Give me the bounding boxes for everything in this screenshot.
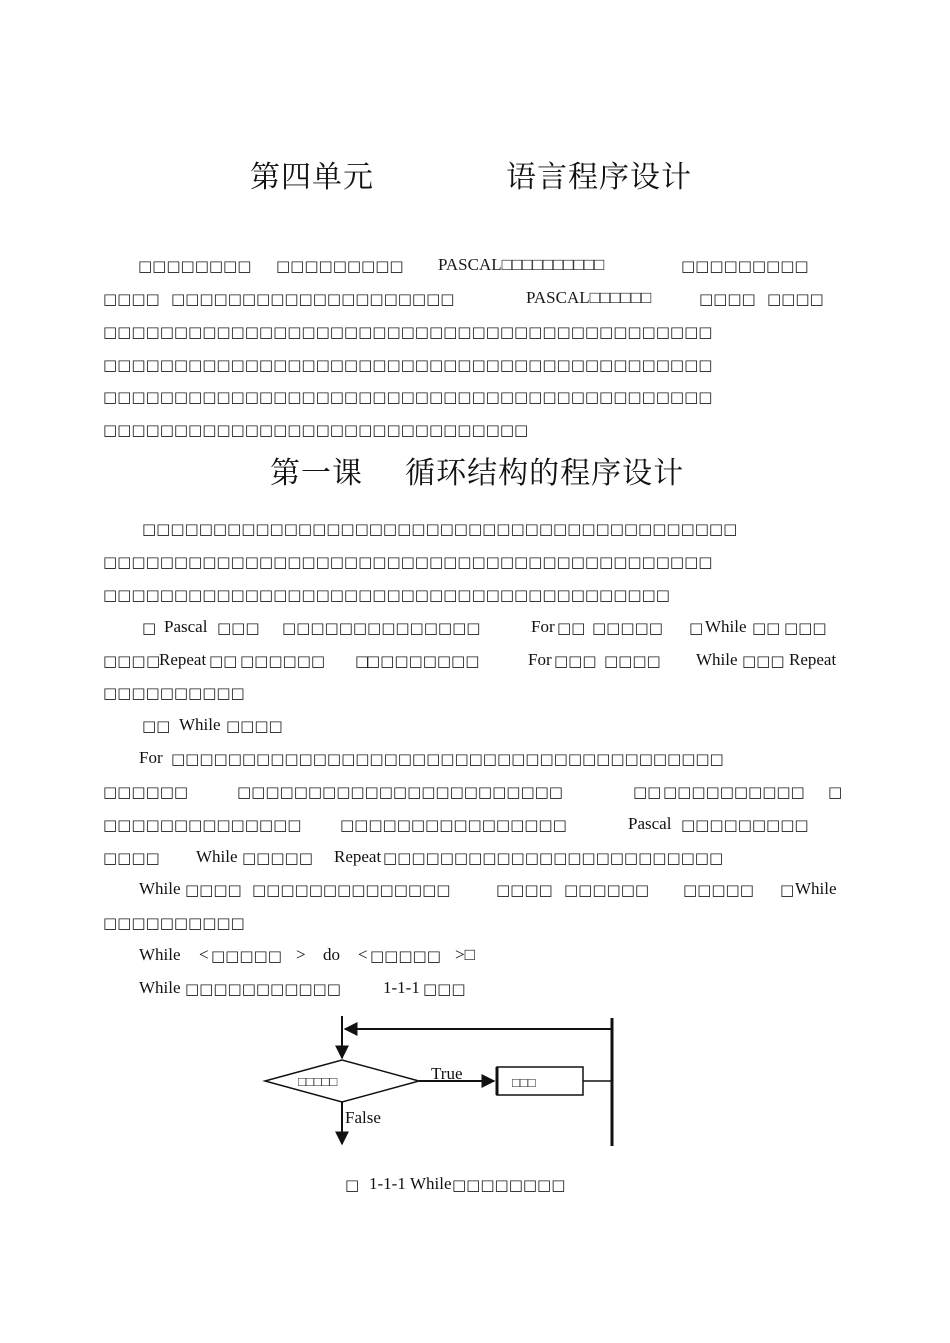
loops-l1c: □□□	[217, 619, 260, 637]
for-l4a: □□□□	[103, 849, 160, 867]
unit-title-left: 第四单元	[250, 160, 374, 195]
for-l2b: □□□□□□□□□□□□□□□□□□□□□□□	[237, 783, 563, 801]
lesson-line2: □□□□□□□□□□□□□□□□□□□□□□□□□□□□□□□□□□□□□□□□□□□	[103, 553, 713, 571]
while-l1e: □□□□□□	[564, 881, 650, 899]
for-l2e: □	[828, 783, 843, 801]
caption-a: □	[345, 1176, 360, 1194]
loops-l2e: □□□□□□	[240, 652, 326, 670]
loops-l2a: □□□	[103, 652, 146, 670]
intro-line3: □□□□□□□□□□□□□□□□□□□□□□□□□□□□□□□□□□□□□□□□□□□	[103, 323, 713, 341]
syntax-lt1: <	[199, 945, 209, 964]
loops-l1j: □□	[752, 619, 781, 637]
lesson-title: 第一课 循环结构的程序设计	[270, 456, 685, 491]
statement-label: □□□	[512, 1075, 536, 1090]
condition-label: □□□□□	[298, 1074, 338, 1089]
for-l4b: While	[196, 847, 238, 866]
intro-line2-c: PASCAL□□□□□□	[526, 288, 652, 307]
loops-l1b: Pascal	[164, 617, 208, 636]
loops-l2f: □	[355, 652, 370, 670]
for-l3c: Pascal	[628, 814, 672, 833]
unit-title-right: 语言程序设计	[506, 160, 692, 195]
syntax-do: do	[323, 945, 340, 964]
flow-note-b: □□□□□□□□□□□	[185, 980, 341, 998]
intro-line2-b: □□□□□□□□□□□□□□□□□□□□	[171, 290, 455, 308]
for-l1b: □□□□□□□□□□□□□□□□□□□□□□□□□□□□□□□□□□□□□□□	[171, 750, 724, 768]
caption-c: While	[410, 1174, 452, 1193]
syntax-statement: □□□□□	[370, 947, 441, 965]
section-keyword: While	[179, 715, 221, 734]
loops-l2k: While	[696, 650, 738, 669]
for-l2c: □□	[633, 783, 662, 801]
caption-d: □□□□□□□□	[452, 1176, 566, 1194]
for-l4d: Repeat	[334, 847, 382, 866]
loops-l2j: □□□□	[604, 652, 661, 670]
loops-l1h: □	[689, 619, 704, 637]
statement-box	[497, 1067, 583, 1095]
loops-l2b: □	[146, 652, 161, 670]
intro-line4: □□□□□□□□□□□□□□□□□□□□□□□□□□□□□□□□□□□□□□□□□□□	[103, 356, 713, 374]
intro-line1-c: PASCAL□□□□□□□□□□	[438, 255, 605, 274]
flow-note-a: While	[139, 978, 181, 997]
loops-l2g: □□□□□□□□	[366, 652, 480, 670]
intro-line6: □□□□□□□□□□□□□□□□□□□□□□□□□□□□□□	[103, 421, 529, 439]
section-rest: □□□□	[226, 717, 283, 735]
loops-l1k: □□□	[784, 619, 827, 637]
loops-l1a: □	[142, 619, 157, 637]
intro-line1-a: □□□□□□□□	[138, 257, 252, 275]
intro-line2-a: □□□□	[103, 290, 160, 308]
for-l4e: □□□□□□□□□□□□□□□□□□□□□□□□	[383, 849, 724, 867]
for-l3b: □□□□□□□□□□□□□□□□	[340, 816, 567, 834]
loops-l2c: Repeat	[159, 650, 207, 669]
loops-l2i: □□□	[554, 652, 597, 670]
intro-line2-d: □□□□	[699, 290, 756, 308]
syntax-gt1: >	[296, 945, 306, 964]
section-number: □□	[142, 717, 171, 735]
for-l2a: □□□□□□	[103, 783, 189, 801]
loops-l2h: For	[528, 650, 552, 669]
flow-note-c: 1-1-1	[383, 978, 420, 997]
loops-l1g: □□□□□	[592, 619, 663, 637]
syntax-lt2: <	[358, 945, 368, 964]
for-l2d: □□□□□□□□□□	[663, 783, 805, 801]
while-l1d: □□□□	[496, 881, 553, 899]
loops-l1e: For	[531, 617, 555, 636]
syntax-gt2: >□	[455, 945, 475, 964]
for-l1a: For	[139, 748, 163, 767]
loops-l3a: □□□□□□□□□□	[103, 684, 245, 702]
lesson-line3: □□□□□□□□□□□□□□□□□□□□□□□□□□□□□□□□□□□□□□□□	[103, 586, 670, 604]
true-label: True	[431, 1064, 463, 1083]
while-l1g: □	[780, 881, 795, 899]
intro-line2-e: □□□□	[767, 290, 824, 308]
while-l1c: □□□□□□□□□□□□□□	[252, 881, 451, 899]
for-l3d: □□□□□□□□□	[681, 816, 809, 834]
loops-l2m: Repeat	[789, 650, 837, 669]
loops-l2l: □□□	[742, 652, 785, 670]
intro-line5: □□□□□□□□□□□□□□□□□□□□□□□□□□□□□□□□□□□□□□□□□□□	[103, 388, 713, 406]
intro-line1-d: □□□□□□□□□	[681, 257, 809, 275]
flow-note-d: □□□	[423, 980, 466, 998]
loops-l1d: □□□□□□□□□□□□□□	[282, 619, 481, 637]
lesson-line1: □□□□□□□□□□□□□□□□□□□□□□□□□□□□□□□□□□□□□□□□□□	[142, 520, 738, 538]
syntax-condition: □□□□□	[211, 947, 282, 965]
while-l1h: While	[795, 879, 837, 898]
caption-b: 1-1-1	[369, 1174, 406, 1193]
false-label: False	[345, 1108, 381, 1127]
loops-l1i: While	[705, 617, 747, 636]
loops-l2d: □□	[209, 652, 238, 670]
for-l4c: □□□□□	[242, 849, 313, 867]
intro-line1-b: □□□□□□□□□	[276, 257, 404, 275]
syntax-keyword: While	[139, 945, 181, 964]
while-l1a: While	[139, 879, 181, 898]
loops-l1f: □□	[557, 619, 586, 637]
while-l1f: □□□□□	[683, 881, 754, 899]
condition-diamond	[265, 1060, 419, 1102]
for-l3a: □□□□□□□□□□□□□□	[103, 816, 302, 834]
while-l1b: □□□□	[185, 881, 242, 899]
while-l2a: □□□□□□□□□□	[103, 914, 245, 932]
